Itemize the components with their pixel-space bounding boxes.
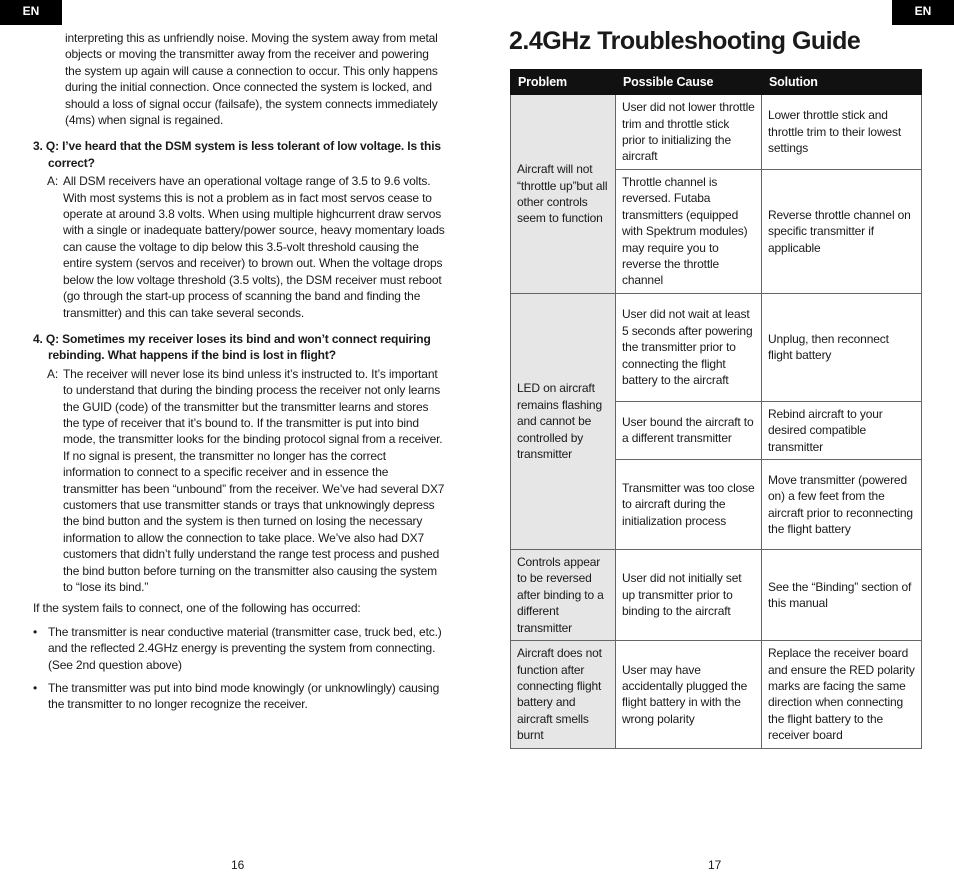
question-4 — [33, 331, 445, 364]
solution-cell: Rebind aircraft to your desired compatible transmitter — [762, 401, 922, 459]
header-problem: Problem — [511, 70, 616, 95]
solution-cell: See the “Binding” section of this manual — [762, 550, 922, 641]
problem-cell: Aircraft will not “throttle up”but all other controls seem to function — [511, 95, 616, 294]
question-3-number: 3. — [33, 139, 43, 154]
table-header-row — [511, 70, 922, 95]
fail-intro: If the system fails to connect, one of the following has occurred: — [33, 601, 361, 616]
cause-cell: User did not initially set up transmitter prior to binding to the aircraft — [616, 550, 762, 641]
answer-3-text: All DSM receivers have an operational voltage range of 3.5 to 9.6 volts. With most systems this is not a problem as in fact most servos cease to operate at around 3.8 volts. When using multiple highcurrent draw servos with a single or inadequate battery/power source, heavy momentary loads can cause the voltage to dip below this 3.5-volt threshold causing the entire system (servos and receiver) to brown out. When the voltage drops below the low voltage threshold (3.5 volts), the DSM receiver must reboot (go through the start-up process of scanning the band and finding the transmitter) and this can take several seconds. — [63, 174, 445, 320]
solution-cell: Reverse throttle channel on specific transmitter if applicable — [762, 170, 922, 294]
cause-cell: User did not lower throttle trim and throttle stick prior to initializing the aircraft — [616, 95, 762, 170]
answer-3-label: A: — [47, 174, 59, 189]
bullet-symbol: • — [33, 681, 38, 696]
answer-4-text: The receiver will never lose its bind unless it’s instructed to. It’s important to understand that during the binding process the receiver not only learns the GUID (code) of the transmitter but the transmitter learns and stores the type of receiver that it’s bound to. If the transmitter is put into bind mode, the transmitter looks for the binding protocol signal from a receiver. If no signal is present, the transmitter no longer has the correct information to connect to a specific receiver and in essence the transmitter has been “unbound” from the receiver. We’ve had several DX7 customers that use transmitter stands or trays that unknowingly depress the bind button and the system is then turned on losing the necessary information to allow the connection to take place. We’ve also had DX7 customers that didn’t fully understand the range test process and pushed the bind button before turning on the transmitter also causing the system to “lose its bind.” — [63, 366, 445, 594]
cause-cell: Transmitter was too close to aircraft during the initialization process — [616, 460, 762, 550]
cause-cell: Throttle channel is reversed. Futaba transmitters (equipped with Spektrum modules) may require you to reverse the throttle channel — [616, 170, 762, 294]
answer-4-label: A: — [47, 366, 59, 381]
header-cause: Possible Cause — [616, 70, 762, 95]
table-row — [511, 641, 922, 748]
problem-cell: LED on aircraft remains flashing and cannot be controlled by transmitter — [511, 293, 616, 549]
problem-cell: Aircraft does not function after connecting flight battery and aircraft smells burnt — [511, 641, 616, 748]
answer-4 — [33, 366, 445, 596]
solution-cell: Move transmitter (powered on) a few feet from the aircraft prior to reconnecting the flight battery — [762, 460, 922, 550]
bullet-text: The transmitter was put into bind mode knowingly (or unknowlingly) causing the transmitter to no longer recognize the receiver. — [48, 681, 440, 712]
solution-cell: Lower throttle stick and throttle trim to their lowest settings — [762, 95, 922, 170]
solution-cell: Replace the receiver board and ensure the RED polarity marks are facing the same direction when connecting the flight battery to the receiver board — [762, 641, 922, 748]
question-3 — [33, 138, 445, 171]
bullet-item — [33, 680, 445, 713]
answer-3 — [33, 173, 445, 321]
question-4-text: Q: Sometimes my receiver loses its bind and won’t connect requiring rebinding. What happens if the bind is lost in flight? — [45, 331, 431, 363]
intro-continuation: interpreting this as unfriendly noise. Moving the system away from metal objects or moving the transmitter away from the receiver and powering the system up again will cause a connection to occur. This only happens during the initial connection. Once connected the system is locked, and should a loss of signal occur (failsafe), the system connects immediately (4ms) when signal is regained. — [65, 31, 438, 128]
language-tab-right: EN — [892, 0, 954, 25]
troubleshooting-table — [510, 69, 922, 749]
cause-cell: User may have accidentally plugged the flight battery in with the wrong polarity — [616, 641, 762, 748]
page-number-left: 16 — [231, 858, 245, 872]
question-3-text: Q: I’ve heard that the DSM system is less tolerant of low voltage. Is this correct? — [45, 139, 441, 170]
solution-cell: Unplug, then reconnect flight battery — [762, 293, 922, 401]
page-title: 2.4GHz Troubleshooting Guide — [509, 27, 861, 55]
cause-cell: User did not wait at least 5 seconds after powering the transmitter prior to connecting the flight battery to the aircraft — [616, 293, 762, 401]
problem-cell: Controls appear to be reversed after binding to a different transmitter — [511, 550, 616, 641]
bullet-text: The transmitter is near conductive material (transmitter case, truck bed, etc.) and the reflected 2.4GHz energy is preventing the system from connecting. (See 2nd question above) — [48, 624, 442, 672]
cause-cell: User bound the aircraft to a different transmitter — [616, 401, 762, 459]
table-row — [511, 293, 922, 401]
bullet-symbol: • — [33, 624, 38, 639]
left-page-body — [33, 30, 445, 713]
question-4-number: 4. — [33, 331, 43, 346]
header-solution: Solution — [762, 70, 922, 95]
language-tab-left: EN — [0, 0, 62, 25]
table-row — [511, 95, 922, 170]
page-number-right: 17 — [708, 858, 722, 872]
table-row — [511, 550, 922, 641]
bullet-item — [33, 624, 445, 673]
